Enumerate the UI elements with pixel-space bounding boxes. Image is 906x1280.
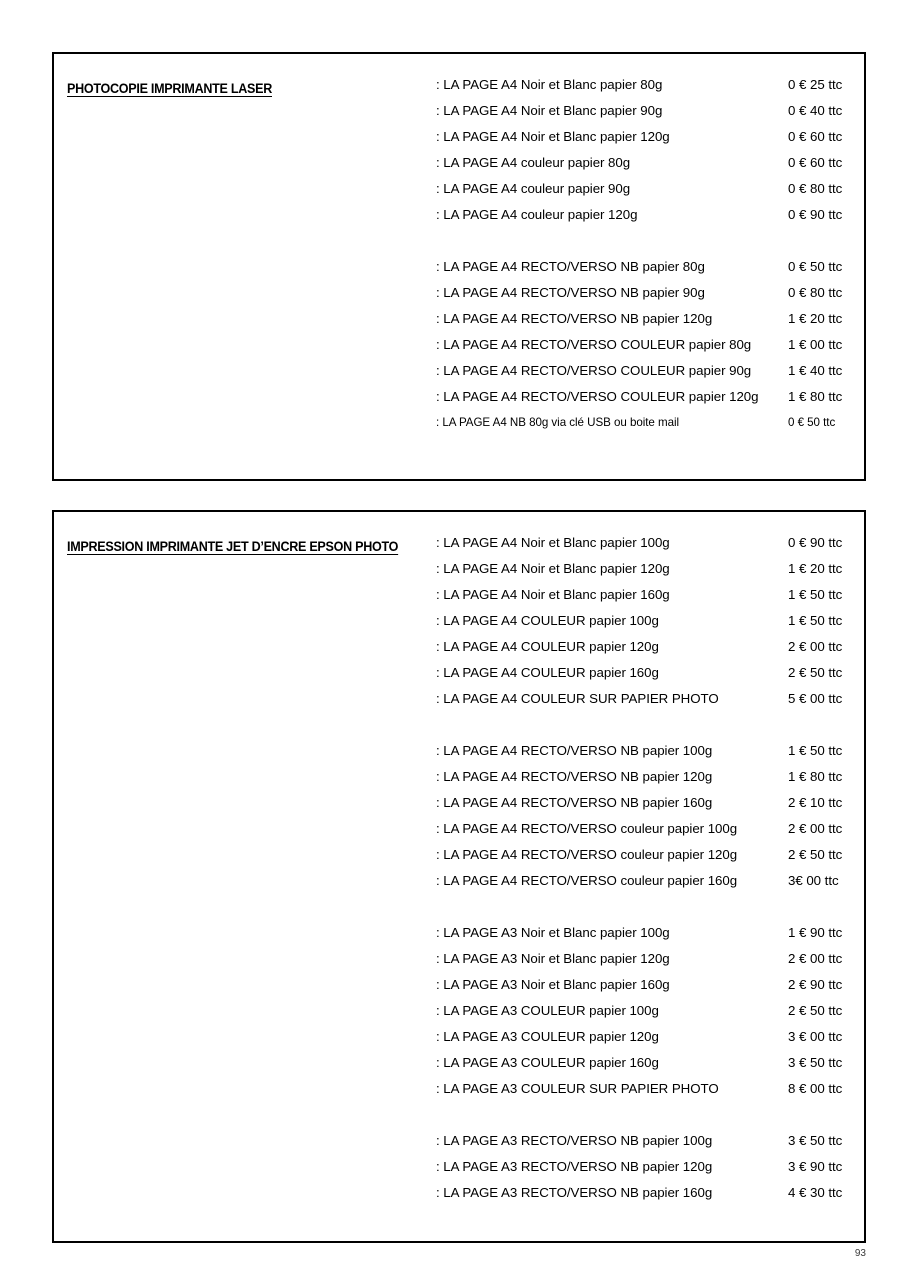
price-row-label: : LA PAGE A3 RECTO/VERSO NB papier 100g <box>436 1133 713 1148</box>
price-row-label: : LA PAGE A3 Noir et Blanc papier 120g <box>436 951 670 966</box>
price-row-spacer <box>436 894 856 920</box>
price-row-label: : LA PAGE A4 couleur papier 90g <box>436 181 631 196</box>
price-row-amount: 1 € 50 ttc <box>788 613 843 628</box>
price-row-label: : LA PAGE A4 RECTO/VERSO NB papier 120g <box>436 311 713 326</box>
price-row <box>436 202 856 228</box>
price-row-amount: 0 € 80 ttc <box>788 285 843 300</box>
price-row-label: : LA PAGE A4 COULEUR papier 120g <box>436 639 659 654</box>
price-row-amount: 2 € 50 ttc <box>788 847 843 862</box>
price-row <box>436 946 856 972</box>
price-row-amount: 2 € 50 ttc <box>788 665 843 680</box>
price-row-label: : LA PAGE A4 RECTO/VERSO COULEUR papier 80g <box>436 337 752 352</box>
price-row-label: : LA PAGE A4 couleur papier 120g <box>436 207 638 222</box>
price-row <box>436 1154 856 1180</box>
price-row <box>436 868 856 894</box>
price-row <box>436 280 856 306</box>
price-row <box>436 98 856 124</box>
price-row-amount: 8 € 00 ttc <box>788 1081 843 1096</box>
price-row <box>436 582 856 608</box>
price-row-list-epson <box>436 530 856 1206</box>
price-row-amount: 1 € 80 ttc <box>788 769 843 784</box>
price-row-label: : LA PAGE A3 COULEUR papier 120g <box>436 1029 659 1044</box>
price-row-spacer <box>436 1102 856 1128</box>
price-table-epson <box>52 510 866 1243</box>
price-row-label: : LA PAGE A3 Noir et Blanc papier 100g <box>436 925 670 940</box>
price-row-amount: 3 € 90 ttc <box>788 1159 843 1174</box>
price-row-label: : LA PAGE A4 RECTO/VERSO NB papier 160g <box>436 795 713 810</box>
price-row <box>436 1076 856 1102</box>
price-row-label: : LA PAGE A4 COULEUR papier 100g <box>436 613 659 628</box>
price-row <box>436 920 856 946</box>
price-row <box>436 72 856 98</box>
price-row-label: : LA PAGE A4 Noir et Blanc papier 100g <box>436 535 670 550</box>
price-row-label: : LA PAGE A4 RECTO/VERSO NB papier 120g <box>436 769 713 784</box>
price-row-amount: 2 € 10 ttc <box>788 795 843 810</box>
price-row-label: : LA PAGE A4 Noir et Blanc papier 120g <box>436 561 670 576</box>
price-row-label: : LA PAGE A4 COULEUR papier 160g <box>436 665 659 680</box>
page-number: 93 <box>854 1248 866 1259</box>
price-row-amount: 0 € 40 ttc <box>788 103 843 118</box>
price-row-label: : LA PAGE A3 COULEUR SUR PAPIER PHOTO <box>436 1081 719 1096</box>
section-heading-laser: PHOTOCOPIE IMPRIMANTE LASER <box>67 81 272 96</box>
price-row-label: : LA PAGE A4 COULEUR SUR PAPIER PHOTO <box>436 691 719 706</box>
price-row-amount: 1 € 90 ttc <box>788 925 843 940</box>
price-row <box>436 1024 856 1050</box>
price-row-amount: 2 € 50 ttc <box>788 1003 843 1018</box>
price-row-label: : LA PAGE A3 RECTO/VERSO NB papier 160g <box>436 1185 713 1200</box>
price-row <box>436 1050 856 1076</box>
price-row <box>436 634 856 660</box>
section-heading-epson: IMPRESSION IMPRIMANTE JET D’ENCRE EPSON PHOTO <box>67 539 399 554</box>
price-row-label: : LA PAGE A4 Noir et Blanc papier 160g <box>436 587 670 602</box>
price-row <box>436 306 856 332</box>
price-row-amount: 2 € 00 ttc <box>788 821 843 836</box>
price-row-amount: 0 € 80 ttc <box>788 181 843 196</box>
price-row-amount: 1 € 50 ttc <box>788 587 843 602</box>
price-row-label: : LA PAGE A3 COULEUR papier 100g <box>436 1003 659 1018</box>
price-row-amount: 5 € 00 ttc <box>788 691 843 706</box>
price-row-label: : LA PAGE A4 couleur papier 80g <box>436 155 631 170</box>
price-row-amount: 1 € 50 ttc <box>788 743 843 758</box>
price-row-amount: 1 € 20 ttc <box>788 311 843 326</box>
price-row <box>436 384 856 410</box>
price-row-amount: 3€ 00 ttc <box>788 873 839 888</box>
price-row <box>436 608 856 634</box>
price-row-amount: 3 € 50 ttc <box>788 1133 843 1148</box>
price-row-amount: 0 € 60 ttc <box>788 155 843 170</box>
price-row-label: : LA PAGE A4 RECTO/VERSO NB papier 80g <box>436 259 705 274</box>
price-row-label: : LA PAGE A4 RECTO/VERSO COULEUR papier 120g <box>436 389 759 404</box>
price-row-label: : LA PAGE A3 COULEUR papier 160g <box>436 1055 659 1070</box>
price-row-label: : LA PAGE A4 RECTO/VERSO couleur papier 160g <box>436 873 738 888</box>
price-row-label: : LA PAGE A4 RECTO/VERSO COULEUR papier 90g <box>436 363 752 378</box>
price-row <box>436 842 856 868</box>
price-row <box>436 998 856 1024</box>
price-row <box>436 176 856 202</box>
price-row-label: : LA PAGE A4 RECTO/VERSO NB papier 100g <box>436 743 713 758</box>
price-row-amount: 0 € 90 ttc <box>788 535 843 550</box>
price-row-amount: 0 € 50 ttc <box>788 259 843 274</box>
price-row <box>436 790 856 816</box>
price-row-label: : LA PAGE A4 Noir et Blanc papier 120g <box>436 129 670 144</box>
price-row <box>436 556 856 582</box>
price-row <box>436 686 856 712</box>
price-row-label: : LA PAGE A4 Noir et Blanc papier 90g <box>436 103 663 118</box>
price-row <box>436 1128 856 1154</box>
price-row-amount: 0 € 50 ttc <box>788 416 836 429</box>
price-row-amount: 3 € 50 ttc <box>788 1055 843 1070</box>
price-row-label: : LA PAGE A4 Noir et Blanc papier 80g <box>436 77 663 92</box>
price-row-amount: 0 € 60 ttc <box>788 129 843 144</box>
price-row-spacer <box>436 228 856 254</box>
price-row-label: : LA PAGE A4 NB 80g via clé USB ou boite mail <box>436 416 680 429</box>
price-row-amount: 1 € 40 ttc <box>788 363 843 378</box>
price-row <box>436 332 856 358</box>
price-row <box>436 358 856 384</box>
price-row-amount: 1 € 80 ttc <box>788 389 843 404</box>
price-row-label: : LA PAGE A4 RECTO/VERSO NB papier 90g <box>436 285 705 300</box>
price-row <box>436 410 856 436</box>
price-row <box>436 150 856 176</box>
price-row-label: : LA PAGE A4 RECTO/VERSO couleur papier 120g <box>436 847 738 862</box>
price-table-laser <box>52 52 866 481</box>
price-row-amount: 1 € 00 ttc <box>788 337 843 352</box>
price-row <box>436 764 856 790</box>
price-row-amount: 4 € 30 ttc <box>788 1185 843 1200</box>
price-row-label: : LA PAGE A3 Noir et Blanc papier 160g <box>436 977 670 992</box>
price-row <box>436 530 856 556</box>
price-row-amount: 2 € 00 ttc <box>788 639 843 654</box>
price-row <box>436 816 856 842</box>
price-row-amount: 0 € 25 ttc <box>788 77 843 92</box>
price-row-amount: 2 € 90 ttc <box>788 977 843 992</box>
price-row-amount: 3 € 00 ttc <box>788 1029 843 1044</box>
price-row-label: : LA PAGE A3 RECTO/VERSO NB papier 120g <box>436 1159 713 1174</box>
price-row <box>436 124 856 150</box>
price-row <box>436 1180 856 1206</box>
price-row-label: : LA PAGE A4 RECTO/VERSO couleur papier 100g <box>436 821 738 836</box>
price-row-amount: 1 € 20 ttc <box>788 561 843 576</box>
price-row-list-laser <box>436 72 856 436</box>
price-row <box>436 972 856 998</box>
price-row-amount: 0 € 90 ttc <box>788 207 843 222</box>
price-row <box>436 254 856 280</box>
price-row-amount: 2 € 00 ttc <box>788 951 843 966</box>
price-row-spacer <box>436 712 856 738</box>
price-row <box>436 738 856 764</box>
price-row <box>436 660 856 686</box>
